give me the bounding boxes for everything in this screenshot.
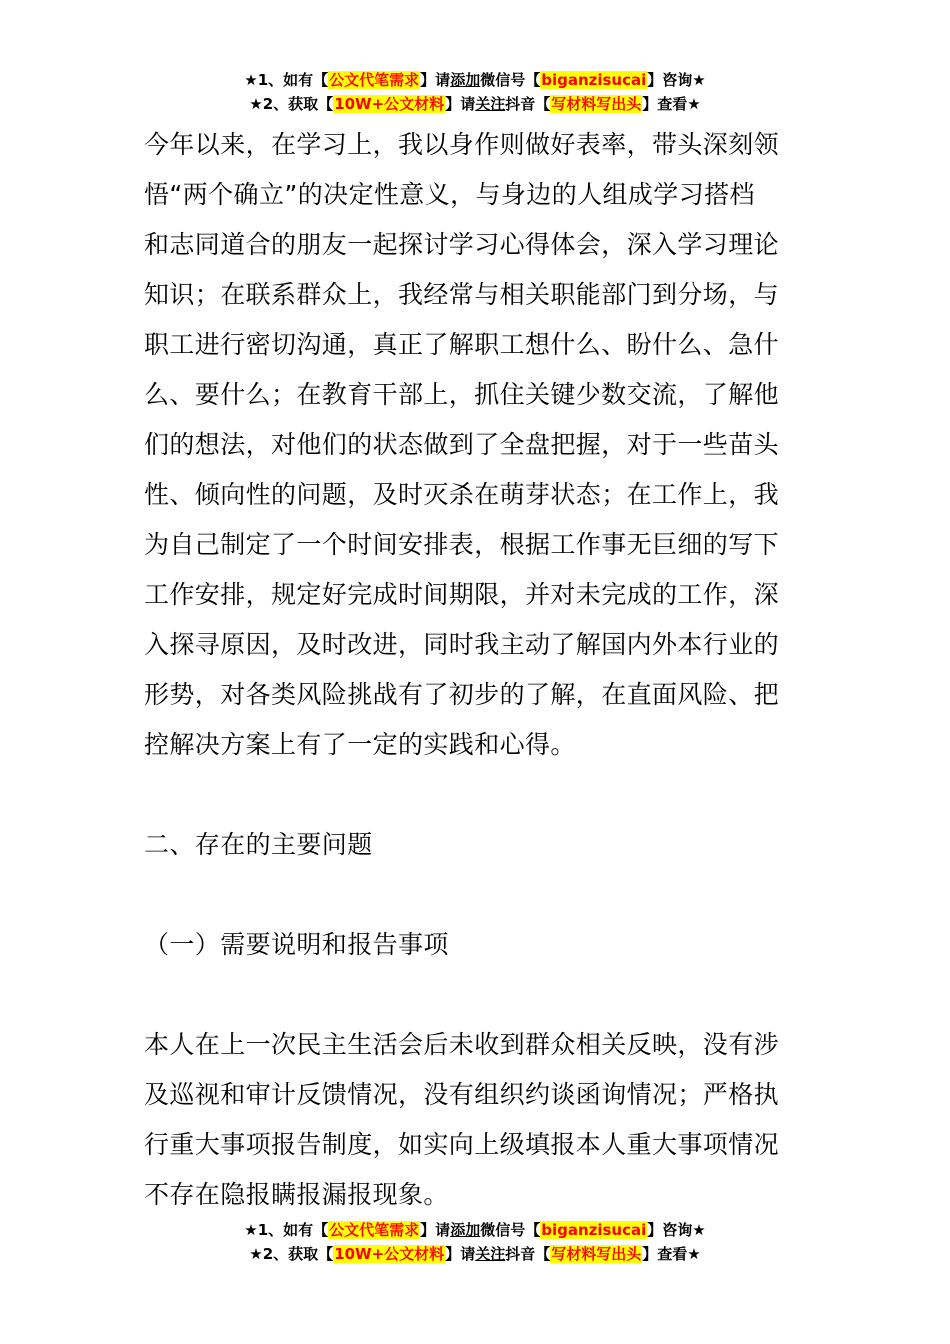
banner-text: 】查看★ [642, 95, 701, 113]
banner-line-2 [0, 1242, 950, 1266]
banner-text: ★2、获取【 [249, 1245, 334, 1263]
highlight-materials: 10W+公文材料 [334, 95, 445, 113]
banner-text: 】咨询★ [647, 1221, 706, 1239]
text-line: 为自己制定了一个时间安排表，根据工作事无巨细的写下 [144, 530, 780, 559]
banner-text: 微信号【 [480, 71, 541, 89]
text-line: 入探寻原因，及时改进，同时我主动了解国内外本行业的 [144, 630, 780, 659]
banner-text: 】请 [420, 71, 451, 89]
banner-underlined: 关注 [475, 95, 506, 113]
bottom-banner [0, 1218, 950, 1266]
text-line: 本人在上一次民主生活会后未收到群众相关反映，没有涉 [144, 1030, 780, 1059]
subsection-heading: （一）需要说明和报告事项 [144, 930, 449, 959]
highlight-douyin-account: 写材料写出头 [551, 95, 642, 113]
highlight-wechat-id: biganzisucai [541, 71, 647, 89]
text-line: 悟“两个确立”的决定性意义，与身边的人组成学习搭档 [144, 180, 755, 209]
paragraph-2 [144, 1020, 808, 1220]
banner-text: ★1、如有【 [244, 1221, 329, 1239]
spacer [144, 770, 808, 820]
text-line: 不存在隐报瞒报漏报现象。 [144, 1180, 449, 1209]
highlight-douyin-account: 写材料写出头 [551, 1245, 642, 1263]
banner-text: 抖音【 [505, 1245, 551, 1263]
banner-underlined: 添加 [450, 1221, 481, 1239]
banner-text: ★1、如有【 [244, 71, 329, 89]
banner-underlined: 关注 [475, 1245, 506, 1263]
banner-text: 】请 [420, 1221, 451, 1239]
text-line: 形势，对各类风险挑战有了初步的了解，在直面风险、把 [144, 680, 780, 709]
banner-line-1 [0, 68, 950, 92]
highlight-materials: 10W+公文材料 [334, 1245, 445, 1263]
document-body [144, 120, 808, 1220]
banner-text: ★2、获取【 [249, 95, 334, 113]
text-line: 行重大事项报告制度，如实向上级填报本人重大事项情况 [144, 1130, 780, 1159]
spacer [144, 870, 808, 920]
banner-underlined: 添加 [450, 71, 481, 89]
highlight-wechat-id: biganzisucai [541, 1221, 647, 1239]
banner-text: 微信号【 [480, 1221, 541, 1239]
text-line: 控解决方案上有了一定的实践和心得。 [144, 730, 576, 759]
text-line: 和志同道合的朋友一起探讨学习心得体会，深入学习理论 [144, 230, 780, 259]
banner-text: 】咨询★ [647, 71, 706, 89]
highlight-service: 公文代笔需求 [329, 71, 420, 89]
banner-text: 抖音【 [505, 95, 551, 113]
spacer [144, 970, 808, 1020]
text-line: 今年以来，在学习上，我以身作则做好表率，带头深刻领 [144, 130, 780, 159]
text-line: 及巡视和审计反馈情况，没有组织约谈函询情况；严格执 [144, 1080, 780, 1109]
text-line: 们的想法，对他们的状态做到了全盘把握，对于一些苗头 [144, 430, 780, 459]
text-line: 职工进行密切沟通，真正了解职工想什么、盼什么、急什 [144, 330, 780, 359]
text-line: 知识；在联系群众上，我经常与相关职能部门到分场，与 [144, 280, 780, 309]
paragraph-1 [144, 120, 808, 770]
text-line: 么、要什么；在教育干部上，抓住关键少数交流，了解他 [144, 380, 780, 409]
banner-text: 】请 [445, 95, 476, 113]
text-line: 性、倾向性的问题，及时灭杀在萌芽状态；在工作上，我 [144, 480, 780, 509]
banner-text: 】查看★ [642, 1245, 701, 1263]
banner-line-1 [0, 1218, 950, 1242]
banner-line-2 [0, 92, 950, 116]
section-heading: 二、存在的主要问题 [144, 830, 373, 859]
text-line: 工作安排，规定好完成时间期限，并对未完成的工作，深 [144, 580, 780, 609]
highlight-service: 公文代笔需求 [329, 1221, 420, 1239]
top-banner [0, 68, 950, 116]
banner-text: 】请 [445, 1245, 476, 1263]
